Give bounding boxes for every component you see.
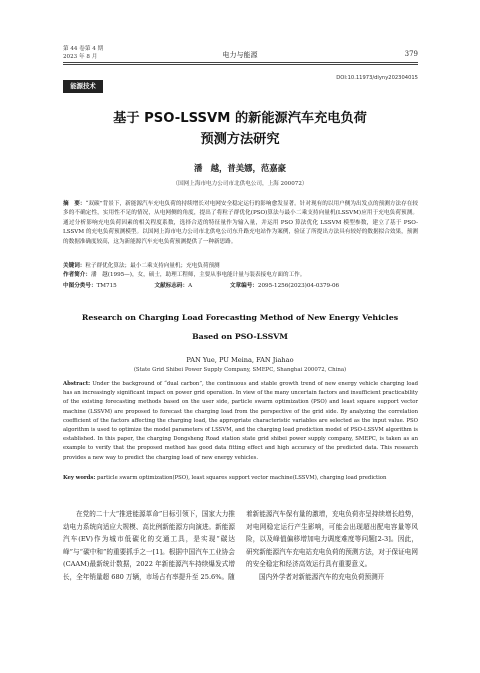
abstract-cn-label: 摘 要： [63, 201, 86, 207]
doc-code: 文献标志码：A [154, 283, 193, 289]
keywords-en-label: Key words: [63, 475, 96, 481]
author-intro-label: 作者简介： [63, 272, 91, 278]
authors-en: PAN Yue, PU Meina, FAN Jiahao [186, 356, 294, 364]
clc: 中图分类号：TM715 [63, 283, 117, 289]
author-intro [63, 271, 418, 280]
keywords-en-text: particle swarm optimization(PSO), least squares support vector machine(LSSVM), charging load prediction [97, 475, 387, 481]
header-rule-thin [63, 64, 418, 65]
abstract-en-label: Abstract: [63, 381, 91, 387]
body-column-left [63, 508, 235, 583]
keywords-cn-label: 关键词： [63, 263, 86, 269]
title-en-line1: Research on Charging Load Forecasting Method of New Energy Vehicles [81, 313, 399, 322]
header-rule [63, 62, 418, 63]
article-number: 文章编号：2095-1256(2023)04-0379-06 [229, 283, 340, 289]
author-intro-text: 潘 越(1995—)，女，硕士，助理工程师，主要从事电能计量与装表接电方面的工作。 [90, 272, 306, 278]
abstract-cn [63, 200, 418, 247]
paper-title-cn [0, 108, 480, 150]
abstract-cn-text: “双碳”背景下，新能源汽车充电负荷的持续增长对电网安全稳定运行的影响愈发显著。针对现有的以用户侧为出发点的预测方法存在较多的不确定性，实用性不足的情况，从电网侧的角度，提出了将粒子群优化(PSO)算法与最小二乘支持向量机(LSSVM)应用于充电负荷预测。通过分析影响充电负荷因素的相关程度系数，选择合适的特征量作为输入量，并运用 PSO 算法优化 LSSVM 模型参数，建立了基于 PSO-LSSVM 的充电负荷预测模型。以国网上海市电力公司市北供电公司东升路充电站作为案例，验证了所提出方法具有较好的数据拟合效果，预测的数据准确度较高，这为新能源汽车充电负荷预测提供了一种新思路。 [63, 201, 418, 245]
body-paragraph: 在党的二十大“推进能源革命”目标引领下，国家大力推动电力系统向适应大规模、高比例新能源方向演进。新能源汽车(EV)作为城市低碳化的交通工具，是实现“碳达峰”与“碳中和”的重要抓手之一[1]。根据中国汽车工业协会(CAAM)最新统计数据，2022 年新能源汽车持续爆发式增长，全年销量超 680 万辆，市场占有率提升至 25.6%。随 [63, 510, 235, 581]
doi: DOI:10.11973/dlyny202304015 [336, 75, 418, 81]
title-cn-line2: 预测方法研究 [200, 132, 280, 147]
abstract-en-text: Under the background of “dual carbon”, the continuous and stable growth trend of new energy vehicle charging load has an increasingly significant impact on power grid operation. In view of the many uncertain factors and insufficient practicability of the existing forecasting methods based on the user side, particle swarm optimization (PSO) and least square support vector machine (LSSVM) are proposed to forecast the charging load from the perspective of the grid side. By analyzing the correlation coefficient of the factors affecting the charging load, the appropriate characteristic variables are selected as the input value. PSO algorithm is used to optimize the model parameters of LSSVM, and the charging load prediction model of PSO-LSSVM algorithm is established. In this paper, the charging Dongsheng Road station state grid shibei power supply company, SMEPC, is taken as an example to verify that the proposed method has good data fitting effect and high accuracy of the predicted data. This research provides a new way to predict the charging load of new energy vehicles. [63, 381, 419, 461]
keywords-cn [63, 262, 418, 271]
section-tag: 能源技术 [63, 80, 103, 93]
abstract-en [63, 380, 418, 463]
body-paragraph: 国内外学者对新能源汽车的充电负荷预测开 [259, 572, 385, 581]
body-column-right [246, 508, 418, 583]
affiliation-cn: （国网上海市电力公司市北供电公司，上海 200072） [172, 181, 308, 187]
title-cn-line1: 基于 PSO-LSSVM 的新能源汽车充电负荷 [113, 111, 367, 126]
journal-name: 电力与能源 [222, 51, 258, 59]
page-number: 379 [404, 50, 418, 58]
keywords-cn-text: 粒子群优化算法；最小二乘支持向量机；充电负荷预测 [85, 263, 220, 269]
authors-cn: 潘 越，普美娜，范嘉豪 [193, 163, 287, 173]
affiliation-en: (State Grid Shibei Power Supply Company, SMEPC, Shanghai 200072, China) [133, 367, 347, 373]
paper-title-en [0, 308, 480, 346]
body-paragraph: 着新能源汽车保有量的激增，充电负荷亦呈持续增长趋势，对电网稳定运行产生影响，可能会出现超出配电容量等风险，以及峰值偏移增加电力调度难度等问题[2-3]。因此，研究新能源汽车充电站充电负荷的预测方法，对于保证电网的安全稳定和经济高效运行具有重要意义。 [246, 510, 418, 568]
issue-date: 2023 年 8 月 [63, 54, 98, 60]
volume-issue: 第 44 卷第 4 期 [63, 46, 104, 52]
title-en-line2: Based on PSO-LSSVM [192, 332, 288, 341]
keywords-en [63, 474, 418, 483]
classification-row [63, 281, 375, 289]
